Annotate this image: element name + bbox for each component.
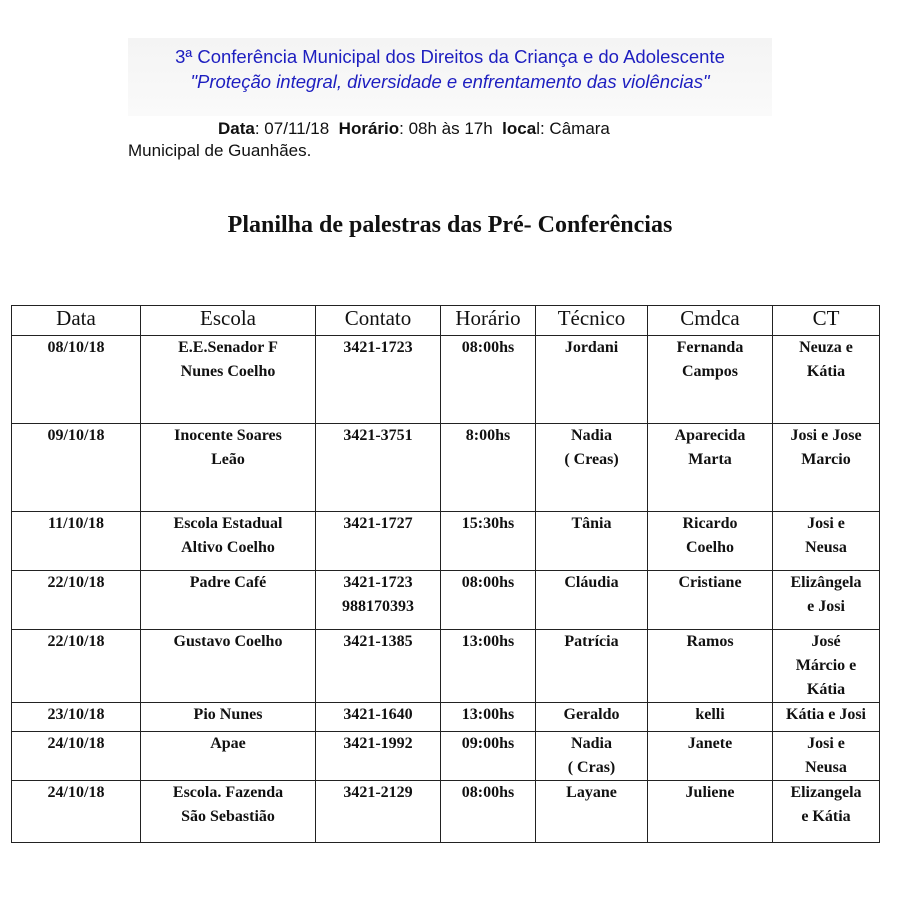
cell-contato <box>316 732 441 781</box>
cell-data: 24/10/18 <box>12 732 141 781</box>
table-row <box>12 571 880 630</box>
cell-cmdca <box>648 630 773 703</box>
table-row <box>12 424 880 512</box>
cell-line: Aparecida <box>674 427 746 444</box>
cell-escola <box>141 781 316 843</box>
cell-line: e Josi <box>807 598 845 615</box>
col-header-horario: Horário <box>441 306 536 336</box>
cell-line: Elizangela <box>790 784 862 801</box>
cell-line: Altivo Coelho <box>181 539 275 556</box>
cell-line: ( Cras) <box>567 759 616 776</box>
cell-line: Kátia <box>806 681 846 698</box>
cell-line: 3421-1992 <box>343 735 413 752</box>
cell-cmdca <box>648 512 773 571</box>
cell-line: 3421-1723 <box>343 339 413 356</box>
cell-line: Jordani <box>564 339 619 356</box>
table-row <box>12 630 880 703</box>
cell-horario: 8:00hs <box>441 424 536 512</box>
col-header-cmdca: Cmdca <box>648 306 773 336</box>
cell-tecnico <box>536 781 648 843</box>
cell-line: Josi e Jose <box>790 427 862 444</box>
cell-line: Elizângela <box>790 574 862 591</box>
col-header-tecnico: Técnico <box>536 306 648 336</box>
cell-horario: 15:30hs <box>441 512 536 571</box>
cell-escola <box>141 703 316 732</box>
cell-contato <box>316 703 441 732</box>
cell-line: Gustavo Coelho <box>173 633 283 650</box>
table-header-row <box>12 306 880 336</box>
cell-line: 988170393 <box>342 598 414 615</box>
cell-horario: 09:00hs <box>441 732 536 781</box>
cell-line: Nunes Coelho <box>180 363 276 380</box>
date-value: : 07/11/18 <box>254 119 330 138</box>
cell-contato <box>316 571 441 630</box>
cell-cmdca <box>648 781 773 843</box>
cell-cmdca <box>648 571 773 630</box>
col-header-data: Data <box>12 306 141 336</box>
cell-ct <box>773 630 880 703</box>
time-value: : 08h às 17h <box>399 119 493 138</box>
page-title: Planilha de palestras das Pré- Conferências <box>227 212 673 238</box>
cell-line: Inocente Soares <box>174 427 282 444</box>
cell-contato <box>316 630 441 703</box>
cell-escola <box>141 424 316 512</box>
cell-line: Leão <box>211 451 245 468</box>
cell-contato <box>316 424 441 512</box>
cell-horario: 08:00hs <box>441 571 536 630</box>
cell-line: ( Creas) <box>564 451 619 468</box>
cell-line: Neusa <box>805 759 847 776</box>
cell-ct <box>773 512 880 571</box>
col-header-ct: CT <box>773 306 880 336</box>
cell-escola <box>141 630 316 703</box>
time-label: Horário <box>338 119 400 138</box>
cell-line: Escola Estadual <box>173 515 283 532</box>
cell-line: 3421-1385 <box>343 633 413 650</box>
cell-line: Neusa <box>805 539 847 556</box>
cell-horario: 08:00hs <box>441 336 536 424</box>
cell-tecnico <box>536 336 648 424</box>
cell-escola <box>141 732 316 781</box>
cell-line: kelli <box>695 706 725 723</box>
cell-ct <box>773 571 880 630</box>
cell-cmdca <box>648 336 773 424</box>
cell-tecnico <box>536 512 648 571</box>
cell-line: Ricardo <box>682 515 738 532</box>
cell-line: Janete <box>687 735 733 752</box>
table-row <box>12 781 880 843</box>
cell-tecnico <box>536 571 648 630</box>
cell-contato <box>316 336 441 424</box>
col-header-escola: Escola <box>141 306 316 336</box>
cell-line: Tânia <box>571 515 612 532</box>
cell-ct <box>773 336 880 424</box>
cell-line: Escola. Fazenda <box>172 784 284 801</box>
cell-line: E.E.Senador F <box>178 339 278 356</box>
cell-contato <box>316 512 441 571</box>
conference-slogan: "Proteção integral, diversidade e enfrentamento das violências" <box>190 71 710 92</box>
cell-line: Nadia <box>571 427 612 444</box>
place-label: loca <box>502 119 537 138</box>
cell-cmdca <box>648 732 773 781</box>
cell-ct <box>773 732 880 781</box>
cell-ct <box>773 781 880 843</box>
cell-data: 08/10/18 <box>12 336 141 424</box>
cell-line: 3421-3751 <box>343 427 413 444</box>
table-row <box>12 732 880 781</box>
cell-line: Kátia e Josi <box>786 706 866 723</box>
cell-line: 3421-1727 <box>343 515 413 532</box>
place-value: l: Câmara <box>536 119 610 138</box>
cell-data: 11/10/18 <box>12 512 141 571</box>
cell-line: Kátia <box>806 363 846 380</box>
cell-line: Coelho <box>686 539 734 556</box>
cell-tecnico <box>536 703 648 732</box>
cell-escola <box>141 571 316 630</box>
cell-escola <box>141 336 316 424</box>
cell-escola <box>141 512 316 571</box>
cell-horario: 13:00hs <box>441 630 536 703</box>
cell-contato <box>316 781 441 843</box>
cell-data: 23/10/18 <box>12 703 141 732</box>
cell-cmdca <box>648 703 773 732</box>
table-row <box>12 512 880 571</box>
cell-line: Padre Café <box>189 574 267 591</box>
cell-ct <box>773 703 880 732</box>
col-header-contato: Contato <box>316 306 441 336</box>
cell-line: Josi e <box>807 515 845 532</box>
cell-horario: 08:00hs <box>441 781 536 843</box>
cell-line: Fernanda <box>676 339 744 356</box>
cell-line: Marta <box>688 451 732 468</box>
cell-line: Cláudia <box>564 574 619 591</box>
cell-line: Cristiane <box>678 574 742 591</box>
cell-line: Nadia <box>571 735 612 752</box>
cell-line: Juliene <box>685 784 735 801</box>
cell-line: 3421-2129 <box>343 784 413 801</box>
cell-line: Marcio <box>801 451 851 468</box>
cell-line: Apae <box>210 735 246 752</box>
cell-tecnico <box>536 424 648 512</box>
cell-line: Josi e <box>807 735 845 752</box>
cell-line: Neuza e <box>799 339 853 356</box>
cell-line: 3421-1640 <box>343 706 413 723</box>
conference-title: 3ª Conferência Municipal dos Direitos da Criança e do Adolescente <box>175 46 725 67</box>
date-label: Data <box>218 119 255 138</box>
cell-line: 3421-1723 <box>343 574 413 591</box>
cell-line: São Sebastião <box>181 808 275 825</box>
table-row <box>12 336 880 424</box>
cell-line: Márcio e <box>795 657 857 674</box>
cell-data: 09/10/18 <box>12 424 141 512</box>
cell-data: 24/10/18 <box>12 781 141 843</box>
cell-line: Ramos <box>686 633 734 650</box>
cell-line: Layane <box>566 784 617 801</box>
cell-cmdca <box>648 424 773 512</box>
cell-data: 22/10/18 <box>12 571 141 630</box>
conference-banner <box>128 38 772 116</box>
place-value-continued: Municipal de Guanhães. <box>128 141 312 160</box>
cell-ct <box>773 424 880 512</box>
cell-line: Patrícia <box>564 633 619 650</box>
cell-line: e Kátia <box>801 808 851 825</box>
table-row <box>12 703 880 732</box>
cell-tecnico <box>536 630 648 703</box>
cell-horario: 13:00hs <box>441 703 536 732</box>
cell-line: Campos <box>681 363 738 380</box>
schedule-table <box>11 305 880 843</box>
cell-line: Pio Nunes <box>193 706 263 723</box>
cell-data: 22/10/18 <box>12 630 141 703</box>
cell-line: Geraldo <box>563 706 620 723</box>
cell-line: José <box>811 633 841 650</box>
event-info <box>128 118 768 162</box>
cell-tecnico <box>536 732 648 781</box>
